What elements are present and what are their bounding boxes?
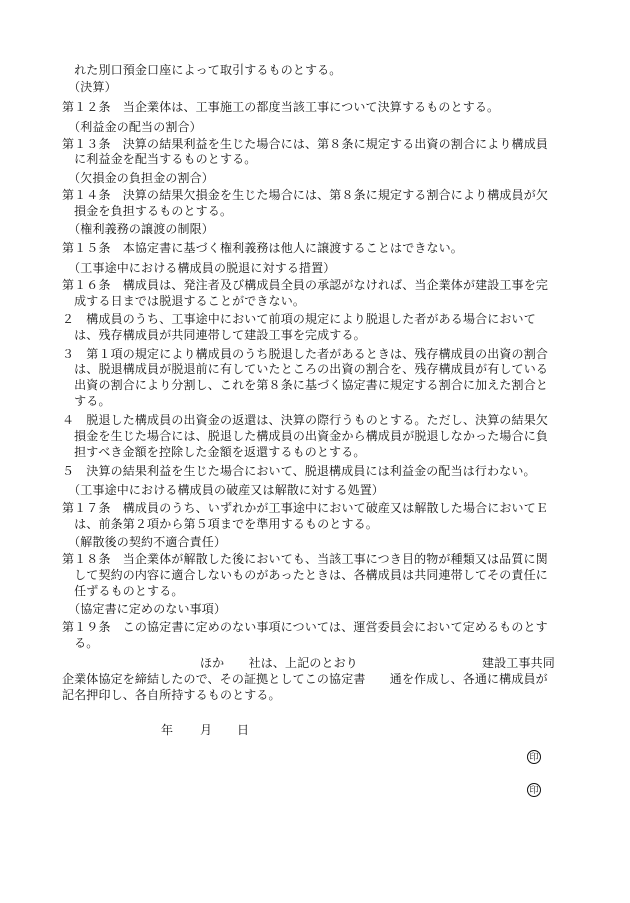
body-line: する。: [62, 394, 111, 408]
body-line: 任ずるものとする。: [62, 584, 184, 598]
seal-mark-2: 印: [527, 783, 541, 797]
body-line: （協定書に定めのない事項）: [62, 602, 227, 616]
body-line: は、残存構成員が共同連帯して建設工事を完成する。: [62, 328, 366, 342]
body-line: ３ 第１項の規定により構成員のうち脱退した者があるときは、残存構成員の出資の割合: [62, 347, 549, 361]
body-line: は、前条第２項から第５項までを準用するものとする。: [62, 517, 378, 531]
body-line: ５ 決算の結果利益を生じた場合において、脱退構成員には利益金の配当は行わない。: [62, 464, 536, 478]
seal-mark-1: 印: [527, 750, 541, 764]
body-line: は、脱退構成員が脱退前に有していたところの出資の割合を、残存構成員が有している: [62, 362, 549, 376]
body-line: （欠損金の負担金の割合）: [62, 171, 214, 185]
body-line: 第１７条 構成員のうち、いずれかが工事途中において破産又は解散した場合においてＥ: [62, 501, 549, 515]
body-line: に利益金を配当するものとする。: [62, 152, 257, 166]
date-day: 日: [237, 723, 250, 737]
body-line: 担すべき金額を控除した金額を返還するものとする。: [62, 445, 366, 459]
body-line: 第１５条 本協定書に基づく権利義務は他人に譲渡することはできない。: [62, 241, 463, 255]
body-line: （工事途中における構成員の脱退に対する措置）: [62, 261, 336, 275]
body-line: して契約の内容に適合しないものがあったときは、各構成員は共同連帯してその責任に: [62, 568, 548, 582]
closing-line-1b: 建設工事共同: [482, 656, 555, 670]
body-line: （利益金の配当の割合）: [62, 120, 202, 134]
body-line: 第１８条 当企業体が解散した後においても、当該工事につき目的物が種類又は品質に関: [62, 552, 548, 566]
body-line: ２ 構成員のうち、工事途中において前項の規定により脱退した者がある場合において: [62, 312, 536, 326]
body-line: （解散後の契約不適合責任）: [62, 535, 227, 549]
body-line: 第１６条 構成員は、発注者及び構成員全員の承認がなければ、当企業体が建設工事を完: [62, 278, 549, 292]
body-line: 損金を生じた場合には、脱退した構成員の出資金から構成員が脱退しなかった場合に負: [62, 429, 549, 443]
closing-line-1a: ほか 社は、上記のとおり: [200, 656, 358, 670]
date-month: 月: [200, 723, 213, 737]
body-line: 第１４条 決算の結果欠損金を生じた場合には、第８条に規定する割合により構成員が欠: [62, 188, 549, 202]
body-line: 第１９条 この協定書に定めのない事項については、運営委員会において定めるものとす: [62, 620, 548, 634]
body-line: れた別口預金口座によって取引するものとする。: [62, 63, 342, 77]
body-line: 第１２条 当企業体は、工事施工の都度当該工事について決算するものとする。: [62, 100, 500, 114]
closing-line-2: 企業体協定を締結したので、その証拠としてこの協定書 通を作成し、各通に構成員が: [62, 672, 548, 686]
body-line: 第１３条 決算の結果利益を生じた場合には、第８条に規定する出資の割合により構成員: [62, 137, 549, 151]
body-line: 出資の割合により分割し、これを第８条に基づく協定書に規定する割合に加えた割合と: [62, 378, 549, 392]
body-line: （決算）: [62, 80, 117, 94]
body-line: 損金を負担するものとする。: [62, 204, 233, 218]
closing-line-3: 記名押印し、各自所持するものとする。: [62, 688, 281, 702]
body-line: ４ 脱退した構成員の出資金の返還は、決算の際行うものとする。ただし、決算の結果欠: [62, 413, 549, 427]
body-line: 成する日までは脱退することができない。: [62, 294, 306, 308]
date-year: 年: [161, 723, 174, 737]
body-line: る。: [62, 636, 99, 650]
body-line: （権利義務の譲渡の制限）: [62, 222, 214, 236]
body-line: （工事途中における構成員の破産又は解散に対する処置）: [62, 483, 385, 497]
